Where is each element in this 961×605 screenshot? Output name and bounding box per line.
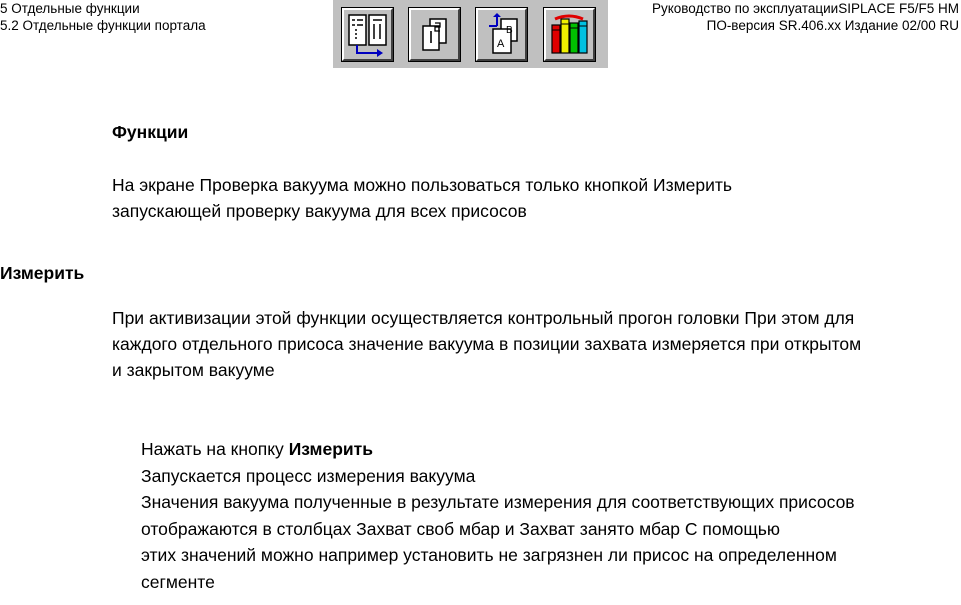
pages-button[interactable] — [409, 8, 460, 61]
measure-heading: Измерить — [0, 263, 85, 283]
table-of-contents-icon — [347, 13, 390, 58]
functions-heading: Функции — [112, 122, 189, 142]
pages-icon — [414, 13, 457, 58]
measure-text-line: и закрытом вакууме — [112, 360, 275, 380]
library-button[interactable] — [544, 8, 595, 61]
navigation-toolbar — [333, 0, 608, 68]
functions-description — [112, 172, 732, 224]
manual-title: Руководство по эксплуатацииSIPLACE F5/F5 HM — [651, 1, 959, 16]
back-button[interactable] — [476, 8, 527, 61]
step-results-line: отображаются в столбцах Захват своб мбар и Захват занято мбар С помощью — [141, 518, 781, 539]
functions-text-line: На экране Проверка вакуума можно пользоваться только кнопкой Измерить — [112, 175, 733, 195]
step-press-measure: Нажать на кнопку Измерить — [141, 439, 373, 459]
svg-text:B: B — [506, 25, 513, 36]
measure-text-line: При активизации этой функции осуществляется контрольный прогон головки При этом для — [112, 308, 855, 328]
chapter-title: 5 Отдельные функции — [0, 1, 140, 16]
measure-steps — [141, 436, 855, 595]
measure-description — [112, 305, 861, 383]
step-results-line: Значения вакуума полученные в результате измерения для соответствующих присосов — [141, 492, 855, 512]
books-icon — [549, 13, 592, 58]
header-right — [652, 0, 959, 34]
section-title: 5.2 Отдельные функции портала — [0, 18, 206, 33]
step-results-line: этих значений можно например установить не загрязнен ли присос на определенном — [141, 545, 837, 565]
header-left — [0, 0, 206, 34]
step-results-line: сегменте — [141, 571, 215, 592]
version-info: ПО-версия SR.406.xx Издание 02/00 RU — [706, 18, 959, 33]
functions-text-line: запускающей проверку вакуума для всех присосов — [112, 201, 527, 221]
measure-button-ref: Измерить — [288, 439, 373, 459]
measure-text-line: каждого отдельного присоса значение вакуума в позиции захвата измеряется при открытом — [112, 334, 862, 354]
back-page-icon — [481, 13, 524, 58]
step-start-process: Запускается процесс измерения вакуума — [141, 465, 476, 486]
svg-text:A: A — [497, 38, 505, 50]
contents-button[interactable] — [342, 8, 393, 61]
